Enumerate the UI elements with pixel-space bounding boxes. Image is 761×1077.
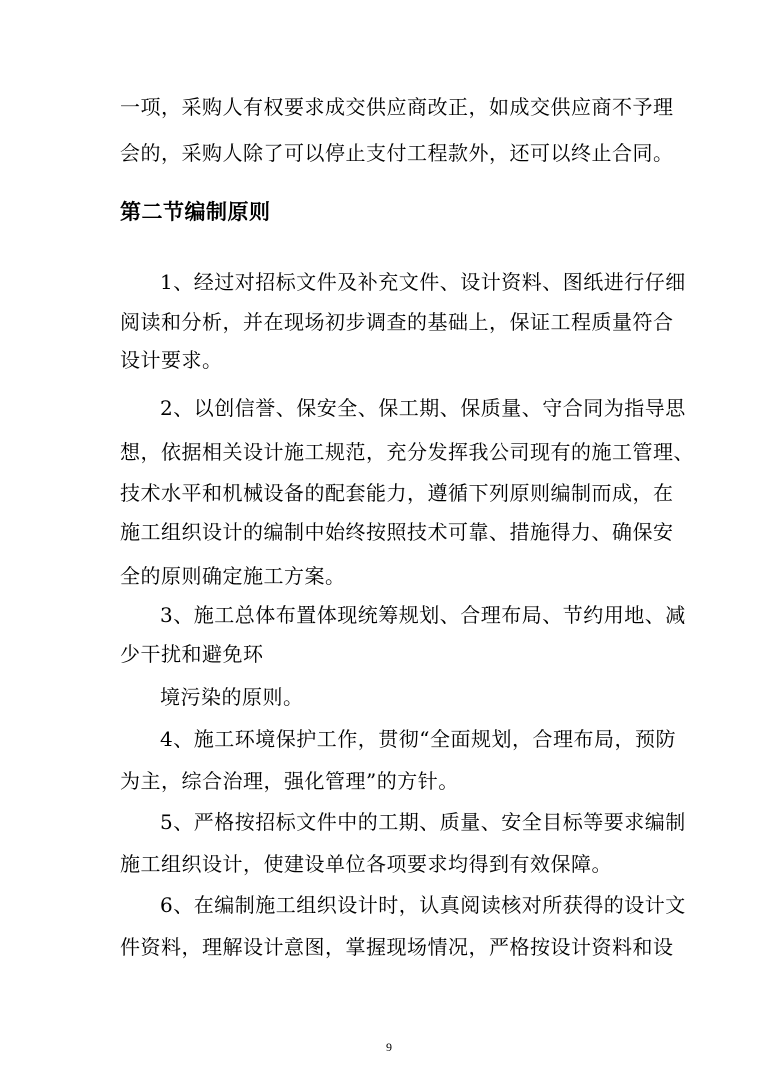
- paragraph-line: 为主，综合治理，强化管理”的方针。: [120, 769, 459, 793]
- page-number: 9: [386, 1040, 392, 1054]
- paragraph-line: 6、在编制施工组织设计时，认真阅读核对所获得的设计文: [160, 893, 686, 917]
- paragraph-line: 想，依据相关设计施工规范，充分发挥我公司现有的施工管理、: [120, 440, 694, 464]
- paragraph-line: 施工组织设计的编制中始终按照技术可靠、措施得力、确保安: [120, 520, 674, 544]
- paragraph-line: 设计要求。: [120, 348, 223, 372]
- paragraph-line: 技术水平和机械设备的配套能力，遵循下列原则编制而成，在: [120, 481, 674, 505]
- paragraph-line: 阅读和分析，并在现场初步调查的基础上，保证工程质量符合: [120, 310, 674, 334]
- paragraph-line: 少干扰和避免环: [120, 642, 264, 666]
- paragraph-line: 5、严格按招标文件中的工期、质量、安全目标等要求编制: [160, 810, 686, 834]
- paragraph-line: 件资料，理解设计意图，掌握现场情况，严格按设计资料和设: [120, 935, 674, 959]
- paragraph-line: 施工组织设计，使建设单位各项要求均得到有效保障。: [120, 852, 612, 876]
- paragraph-line: 境污染的原则。: [160, 685, 304, 709]
- paragraph-line: 2、以创信誉、保安全、保工期、保质量、守合同为指导思: [160, 396, 686, 420]
- paragraph-line: 全的原则确定施工方案。: [120, 564, 346, 588]
- paragraph-line: 1、经过对招标文件及补充文件、设计资料、图纸进行仔细: [160, 270, 686, 294]
- paragraph-line: 会的，采购人除了可以停止支付工程款外，还可以终止合同。: [120, 141, 674, 165]
- paragraph-line: 4、施工环境保护工作，贯彻“全面规划，合理布局，预防: [160, 727, 676, 751]
- paragraph-line: 一项，采购人有权要求成交供应商改正，如成交供应商不予理: [120, 95, 674, 119]
- section-heading: 第二节编制原则: [120, 200, 271, 224]
- paragraph-line: 3、施工总体布置体现统筹规划、合理布局、节约用地、减: [160, 603, 686, 627]
